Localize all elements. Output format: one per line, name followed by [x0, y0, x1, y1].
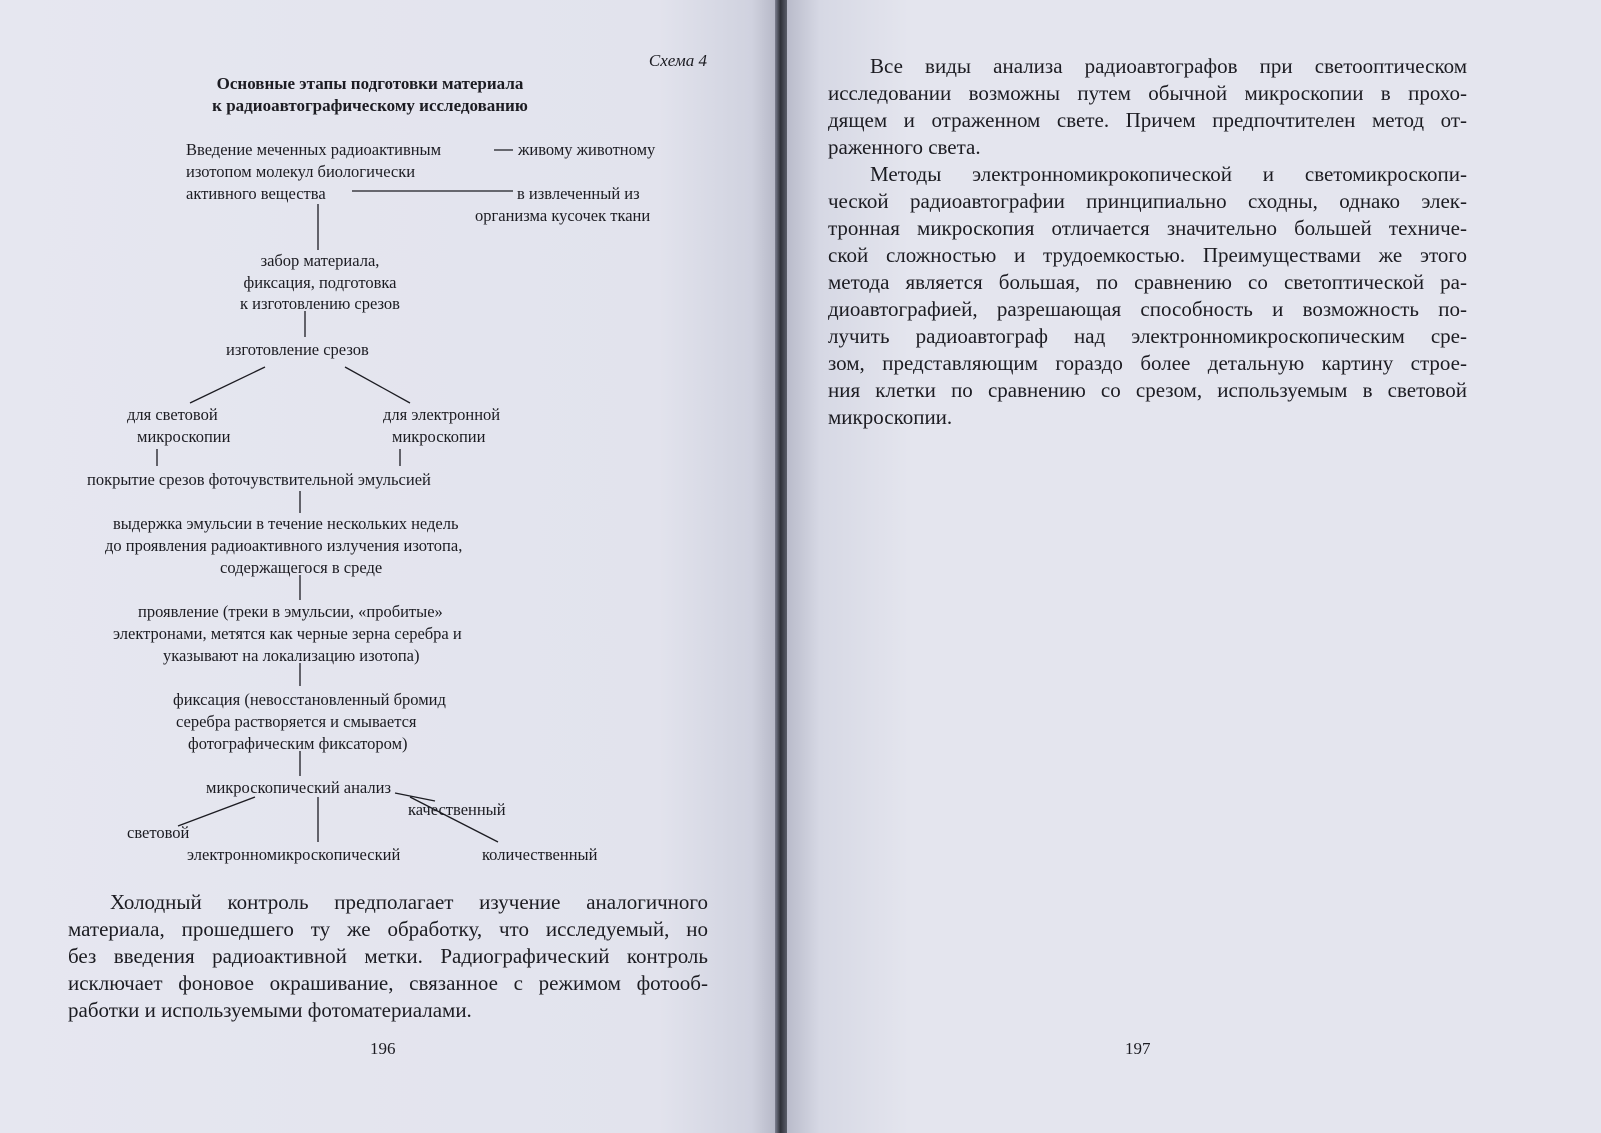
paragraph-line: ческой радиоавтографии принципиально сходны, однако элек-: [828, 189, 1467, 213]
paragraph-line: исключает фоновое окрашивание, связанное с режимом фотооб-: [68, 971, 708, 995]
paragraph-line: зом, представляющим гораздо более детальную картину строе-: [828, 351, 1467, 375]
paragraph-line: ния клетки по сравнению со срезом, используемым в световой: [828, 378, 1467, 402]
scheme-label: Схема 4: [648, 51, 707, 70]
fix-line3: фотографическим фиксатором): [188, 734, 408, 753]
methods-paragraph: [828, 161, 1467, 431]
paragraph-line: диоавтографией, разрешающая способность и возможность по-: [828, 297, 1467, 321]
left-page: [0, 0, 775, 1133]
target-tissue-line1: в извлеченный из: [517, 184, 640, 203]
paragraph-line: метода является большая, по сравнению со светоптической ра-: [828, 270, 1467, 294]
analysis-paragraph: [828, 53, 1467, 161]
develop-line3: указывают на локализацию изотопа): [163, 646, 420, 665]
exposure-line3: содержащегося в среде: [220, 558, 383, 577]
connector-to-light: [190, 367, 265, 403]
paragraph-line: материала, прошедшего ту же обработку, что исследуемый, но: [68, 917, 708, 941]
light-analysis: световой: [127, 823, 190, 842]
scheme-title-line2: к радиоавтографическому исследованию: [212, 96, 528, 115]
paragraph-line: микроскопии.: [828, 405, 953, 429]
exposure-line1: выдержка эмульсии в течение нескольких недель: [113, 514, 459, 533]
fix-line1: фиксация (невосстановленный бромид: [173, 690, 446, 709]
target-tissue-line2: организма кусочек ткани: [475, 206, 651, 225]
paragraph-line: работки и используемыми фотоматериалами.: [68, 998, 472, 1022]
sampling-line3: к изготовлению срезов: [240, 294, 400, 313]
electron-analysis: электронномикроскопический: [187, 845, 401, 864]
right-page: [787, 0, 1601, 1133]
intro-text-line2: изотопом молекул биологически: [186, 162, 416, 181]
fix-line2: серебра растворяется и смывается: [176, 712, 417, 731]
electron-branch-line1: для электронной: [383, 405, 501, 424]
paragraph-line: Все виды анализа радиоавтографов при светооптическом: [870, 54, 1467, 78]
sampling-line1: забор материала,: [260, 251, 380, 270]
paragraph-line: ской сложностью и трудоемкостью. Преимуществами же этого: [828, 243, 1467, 267]
sampling-line2: фиксация, подготовка: [243, 273, 397, 292]
coating-step: покрытие срезов фоточувствительной эмульсией: [87, 470, 431, 489]
connector-to-electron: [345, 367, 410, 403]
paragraph-line: лучить радиоавтограф над электронномикроскопическим сре-: [828, 324, 1467, 348]
connector-to-light-analysis: [178, 797, 255, 826]
intro-text-line3: активного вещества: [186, 184, 326, 203]
qualitative-analysis: качественный: [408, 800, 506, 819]
control-paragraph: [68, 889, 708, 1024]
book-gutter: [775, 0, 787, 1133]
develop-line1: проявление (треки в эмульсии, «пробитые»: [138, 602, 443, 621]
intro-text-line1: Введение меченных радиоактивным: [186, 140, 442, 159]
develop-line2: электронами, метятся как черные зерна серебра и: [113, 624, 462, 643]
paragraph-line: дящем и отраженном свете. Причем предпочтителен метод от-: [828, 108, 1467, 132]
paragraph-line: Методы электронномикрокопической и светомикроскопи-: [870, 162, 1467, 186]
page-number-right: 197: [1125, 1039, 1151, 1058]
paragraph-line: Холодный контроль предполагает изучение аналогичного: [110, 890, 708, 914]
light-branch-line1: для световой: [127, 405, 218, 424]
scheme-title-line1: Основные этапы подготовки материала: [216, 74, 524, 93]
page-number-left: 196: [370, 1039, 396, 1058]
target-animal: живому животному: [518, 140, 656, 159]
paragraph-line: исследовании возможны путем обычной микроскопии в прохо-: [828, 81, 1467, 105]
paragraph-line: без введения радиоактивной метки. Радиографический контроль: [68, 944, 708, 968]
paragraph-line: тронная микроскопия отличается значительно большей техниче-: [828, 216, 1467, 240]
sections-step: изготовление срезов: [226, 340, 369, 359]
exposure-line2: до проявления радиоактивного излучения изотопа,: [105, 536, 463, 555]
electron-branch-line2: микроскопии: [392, 427, 486, 446]
analysis-step: микроскопический анализ: [206, 778, 391, 797]
light-branch-line2: микроскопии: [137, 427, 231, 446]
paragraph-line: раженного света.: [828, 135, 981, 159]
quantitative-analysis: количественный: [482, 845, 598, 864]
